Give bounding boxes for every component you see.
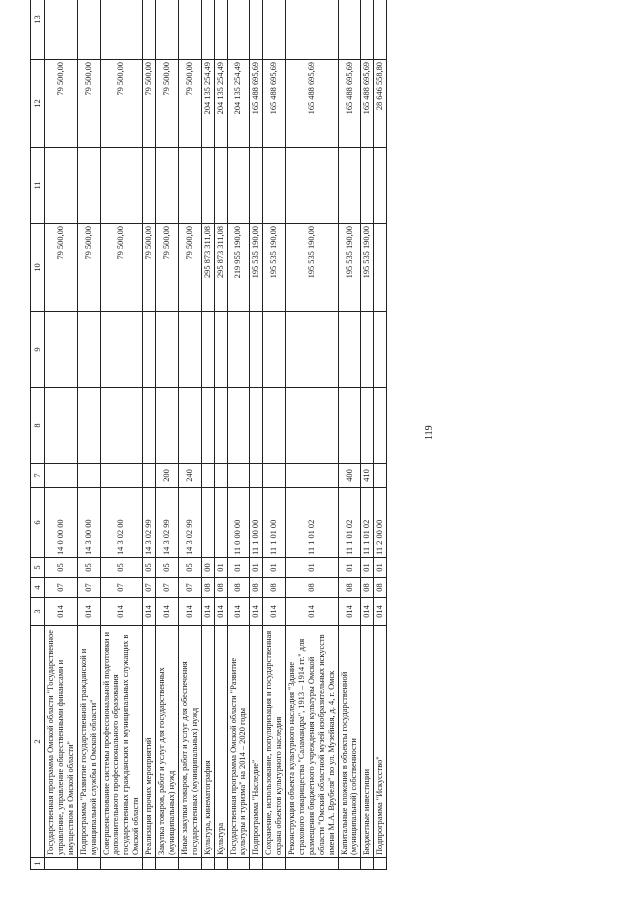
row-name-cell: Культура <box>214 626 227 858</box>
cell-c6: 14 0 00 00 <box>45 488 78 558</box>
cell-c11 <box>178 148 201 224</box>
cell-c6: 14 3 02 99 <box>156 488 179 558</box>
column-header-5: 5 <box>31 558 45 578</box>
row-name-cell: Сохранение, использование, популяризация и государственная охрана объектов культурного наследия <box>263 626 286 858</box>
cell-c3: 014 <box>143 598 156 626</box>
cell-c11 <box>214 148 227 224</box>
cell-c4: 07 <box>45 578 78 598</box>
cell-c12: 204 135 254,49 <box>214 60 227 148</box>
cell-c4: 08 <box>361 578 374 598</box>
cell-c11 <box>45 148 78 224</box>
cell-c4: 08 <box>263 578 286 598</box>
cell-c10: 195 535 190,00 <box>250 224 263 312</box>
row-name-cell: Закупка товаров, работ и услуг для государственных (муниципальных) нужд <box>156 626 179 858</box>
cell-c5: 01 <box>227 558 250 578</box>
cell-c4: 07 <box>143 578 156 598</box>
table-row <box>286 0 339 870</box>
cell-c13 <box>214 0 227 60</box>
cell-c11 <box>156 148 179 224</box>
column-header-3: 3 <box>31 598 45 626</box>
cell-c6 <box>201 488 214 558</box>
cell-c1 <box>178 858 201 870</box>
cell-c10: 219 955 190,00 <box>227 224 250 312</box>
table-row <box>338 0 361 870</box>
column-header-7: 7 <box>31 464 45 488</box>
cell-c5: 01 <box>263 558 286 578</box>
table-body <box>45 0 387 870</box>
cell-c12: 79 500,00 <box>143 60 156 148</box>
cell-c5: 05 <box>143 558 156 578</box>
cell-c4: 08 <box>250 578 263 598</box>
cell-c1 <box>374 858 387 870</box>
cell-c5: 01 <box>250 558 263 578</box>
column-header-9: 9 <box>31 312 45 388</box>
cell-c1 <box>45 858 78 870</box>
cell-c5: 01 <box>214 558 227 578</box>
cell-c10: 295 873 311,08 <box>201 224 214 312</box>
cell-c8 <box>178 388 201 464</box>
cell-c3: 014 <box>263 598 286 626</box>
cell-c7 <box>143 464 156 488</box>
column-header-11: 11 <box>31 148 45 224</box>
row-name-cell: Совершенствование системы профессиональной подготовки и дополнительного профессионального образования государственных гражданских и муниципальных служащих в Омской области <box>100 626 143 858</box>
cell-c8 <box>100 388 143 464</box>
cell-c6: 11 1 00 00 <box>250 488 263 558</box>
cell-c7 <box>100 464 143 488</box>
cell-c9 <box>156 312 179 388</box>
cell-c12: 165 488 695,69 <box>263 60 286 148</box>
cell-c13 <box>286 0 339 60</box>
cell-c10: 79 500,00 <box>77 224 100 312</box>
cell-c6: 14 3 02 00 <box>100 488 143 558</box>
cell-c1 <box>286 858 339 870</box>
cell-c9 <box>178 312 201 388</box>
column-header-8: 8 <box>31 388 45 464</box>
budget-table-rotated <box>30 10 620 870</box>
cell-c7 <box>263 464 286 488</box>
cell-c7 <box>286 464 339 488</box>
cell-c5: 00 <box>201 558 214 578</box>
page-number: 119 <box>424 425 435 440</box>
cell-c6: 14 3 00 00 <box>77 488 100 558</box>
cell-c5: 05 <box>77 558 100 578</box>
cell-c6: 11 1 01 02 <box>361 488 374 558</box>
cell-c8 <box>338 388 361 464</box>
cell-c1 <box>227 858 250 870</box>
cell-c12: 28 646 558,80 <box>374 60 387 148</box>
cell-c13 <box>178 0 201 60</box>
cell-c13 <box>361 0 374 60</box>
cell-c10: 79 500,00 <box>156 224 179 312</box>
row-name-cell: Культура, кинематография <box>201 626 214 858</box>
cell-c1 <box>201 858 214 870</box>
cell-c12: 79 500,00 <box>77 60 100 148</box>
cell-c5: 01 <box>361 558 374 578</box>
cell-c1 <box>214 858 227 870</box>
row-name-cell: Подпрограмма "Развитие государственной гражданской и муниципальной службы в Омской области" <box>77 626 100 858</box>
cell-c13 <box>201 0 214 60</box>
cell-c6: 14 3 02 99 <box>178 488 201 558</box>
table-header-row <box>31 0 45 870</box>
table-row <box>214 0 227 870</box>
cell-c11 <box>100 148 143 224</box>
cell-c1 <box>361 858 374 870</box>
row-name-cell: Бюджетные инвестиции <box>361 626 374 858</box>
cell-c3: 014 <box>250 598 263 626</box>
cell-c8 <box>45 388 78 464</box>
cell-c5: 05 <box>156 558 179 578</box>
cell-c13 <box>100 0 143 60</box>
table-row <box>374 0 387 870</box>
cell-c9 <box>45 312 78 388</box>
table-row <box>361 0 374 870</box>
cell-c12: 79 500,00 <box>100 60 143 148</box>
cell-c12: 79 500,00 <box>178 60 201 148</box>
table-row <box>178 0 201 870</box>
cell-c10: 195 535 190,00 <box>263 224 286 312</box>
cell-c9 <box>338 312 361 388</box>
cell-c3: 014 <box>77 598 100 626</box>
cell-c9 <box>374 312 387 388</box>
cell-c5: 01 <box>374 558 387 578</box>
cell-c13 <box>45 0 78 60</box>
cell-c5: 05 <box>100 558 143 578</box>
cell-c10: 195 535 190,00 <box>286 224 339 312</box>
row-name-cell: Подпрограмма "Искусство" <box>374 626 387 858</box>
cell-c5: 01 <box>286 558 339 578</box>
cell-c12: 165 488 695,69 <box>286 60 339 148</box>
cell-c12: 204 135 254,49 <box>227 60 250 148</box>
cell-c4: 08 <box>201 578 214 598</box>
cell-c13 <box>374 0 387 60</box>
cell-c1 <box>143 858 156 870</box>
cell-c11 <box>143 148 156 224</box>
cell-c10: 79 500,00 <box>45 224 78 312</box>
cell-c13 <box>338 0 361 60</box>
cell-c3: 014 <box>227 598 250 626</box>
cell-c1 <box>263 858 286 870</box>
cell-c10: 295 873 311,08 <box>214 224 227 312</box>
cell-c8 <box>286 388 339 464</box>
cell-c4: 08 <box>374 578 387 598</box>
cell-c10: 195 535 190,00 <box>338 224 361 312</box>
table-row <box>77 0 100 870</box>
row-name-cell: Капитальные вложения в объекты государственной (муниципальной) собственности <box>338 626 361 858</box>
budget-table <box>30 0 387 870</box>
cell-c13 <box>250 0 263 60</box>
row-name-cell: Иные закупки товаров, работ и услуг для обеспечения государственных (муниципальных) нужд <box>178 626 201 858</box>
cell-c9 <box>227 312 250 388</box>
cell-c13 <box>263 0 286 60</box>
table-row <box>227 0 250 870</box>
table-row <box>250 0 263 870</box>
cell-c8 <box>156 388 179 464</box>
cell-c12: 79 500,00 <box>45 60 78 148</box>
cell-c9 <box>214 312 227 388</box>
table-row <box>156 0 179 870</box>
cell-c7: 410 <box>361 464 374 488</box>
column-header-4: 4 <box>31 578 45 598</box>
cell-c6: 11 1 01 02 <box>286 488 339 558</box>
cell-c1 <box>77 858 100 870</box>
cell-c3: 014 <box>156 598 179 626</box>
cell-c8 <box>250 388 263 464</box>
cell-c5: 01 <box>338 558 361 578</box>
cell-c1 <box>100 858 143 870</box>
column-header-2: 2 <box>31 626 45 858</box>
cell-c4: 08 <box>214 578 227 598</box>
cell-c9 <box>201 312 214 388</box>
cell-c3: 014 <box>214 598 227 626</box>
cell-c11 <box>338 148 361 224</box>
cell-c10 <box>374 224 387 312</box>
cell-c9 <box>250 312 263 388</box>
cell-c8 <box>201 388 214 464</box>
cell-c9 <box>286 312 339 388</box>
cell-c12: 165 488 695,69 <box>361 60 374 148</box>
cell-c12: 165 488 695,69 <box>250 60 263 148</box>
cell-c6 <box>214 488 227 558</box>
cell-c5: 05 <box>178 558 201 578</box>
cell-c8 <box>263 388 286 464</box>
table-row <box>263 0 286 870</box>
cell-c1 <box>250 858 263 870</box>
cell-c8 <box>77 388 100 464</box>
cell-c11 <box>263 148 286 224</box>
cell-c8 <box>214 388 227 464</box>
cell-c6: 11 1 01 00 <box>263 488 286 558</box>
cell-c10: 79 500,00 <box>178 224 201 312</box>
cell-c7 <box>374 464 387 488</box>
cell-c3: 014 <box>45 598 78 626</box>
cell-c3: 014 <box>201 598 214 626</box>
row-name-cell: Государственная программа Омской области "Государственное управление, управление общественными финансами и имуществом в Омской области" <box>45 626 78 858</box>
cell-c8 <box>361 388 374 464</box>
cell-c10: 195 535 190,00 <box>361 224 374 312</box>
cell-c3: 014 <box>374 598 387 626</box>
cell-c10: 79 500,00 <box>100 224 143 312</box>
cell-c13 <box>156 0 179 60</box>
column-header-10: 10 <box>31 224 45 312</box>
cell-c3: 014 <box>100 598 143 626</box>
cell-c4: 07 <box>178 578 201 598</box>
cell-c11 <box>374 148 387 224</box>
cell-c9 <box>143 312 156 388</box>
cell-c7: 200 <box>156 464 179 488</box>
table-row <box>45 0 78 870</box>
cell-c7: 240 <box>178 464 201 488</box>
cell-c12: 165 488 695,69 <box>338 60 361 148</box>
cell-c8 <box>143 388 156 464</box>
cell-c13 <box>227 0 250 60</box>
row-name-cell: Подпрограмма "Наследие" <box>250 626 263 858</box>
cell-c11 <box>227 148 250 224</box>
cell-c8 <box>374 388 387 464</box>
cell-c3: 014 <box>361 598 374 626</box>
cell-c1 <box>156 858 179 870</box>
cell-c12: 204 135 254,49 <box>201 60 214 148</box>
cell-c9 <box>361 312 374 388</box>
cell-c11 <box>77 148 100 224</box>
cell-c12: 79 500,00 <box>156 60 179 148</box>
cell-c3: 014 <box>286 598 339 626</box>
cell-c9 <box>77 312 100 388</box>
cell-c9 <box>263 312 286 388</box>
cell-c7 <box>45 464 78 488</box>
cell-c7 <box>77 464 100 488</box>
cell-c4: 08 <box>227 578 250 598</box>
cell-c5: 05 <box>45 558 78 578</box>
cell-c7 <box>214 464 227 488</box>
cell-c6: 11 2 00 00 <box>374 488 387 558</box>
cell-c4: 07 <box>100 578 143 598</box>
cell-c11 <box>286 148 339 224</box>
table-row <box>201 0 214 870</box>
row-name-cell: Государственная программа Омской области "Развитие культуры и туризма" на 2014 – 2020 годы <box>227 626 250 858</box>
cell-c3: 014 <box>338 598 361 626</box>
table-row <box>143 0 156 870</box>
cell-c4: 07 <box>77 578 100 598</box>
cell-c11 <box>361 148 374 224</box>
cell-c11 <box>250 148 263 224</box>
column-header-13: 13 <box>31 0 45 60</box>
row-name-cell: Реконструкция объекта культурного наследия "Здание страхового товарищества "Саламандра", 1913 – 1914 гг." для размещения бюджетного учреждения культуры Омской области "Омский областной музей изобразительных искусств имени М.А. Врубеля" по ул. Музейная, д. 4, г. Омск <box>286 626 339 858</box>
cell-c11 <box>201 148 214 224</box>
cell-c13 <box>77 0 100 60</box>
column-header-1: 1 <box>31 858 45 870</box>
cell-c1 <box>338 858 361 870</box>
cell-c7 <box>250 464 263 488</box>
table-row <box>100 0 143 870</box>
cell-c10: 79 500,00 <box>143 224 156 312</box>
cell-c7: 400 <box>338 464 361 488</box>
column-header-12: 12 <box>31 60 45 148</box>
row-name-cell: Реализация прочих мероприятий <box>143 626 156 858</box>
cell-c4: 07 <box>156 578 179 598</box>
cell-c8 <box>227 388 250 464</box>
cell-c4: 08 <box>286 578 339 598</box>
cell-c13 <box>143 0 156 60</box>
cell-c7 <box>227 464 250 488</box>
column-header-6: 6 <box>31 488 45 558</box>
cell-c6: 11 1 01 02 <box>338 488 361 558</box>
cell-c4: 08 <box>338 578 361 598</box>
cell-c9 <box>100 312 143 388</box>
cell-c6: 11 0 00 00 <box>227 488 250 558</box>
cell-c7 <box>201 464 214 488</box>
cell-c6: 14 3 02 99 <box>143 488 156 558</box>
cell-c3: 014 <box>178 598 201 626</box>
